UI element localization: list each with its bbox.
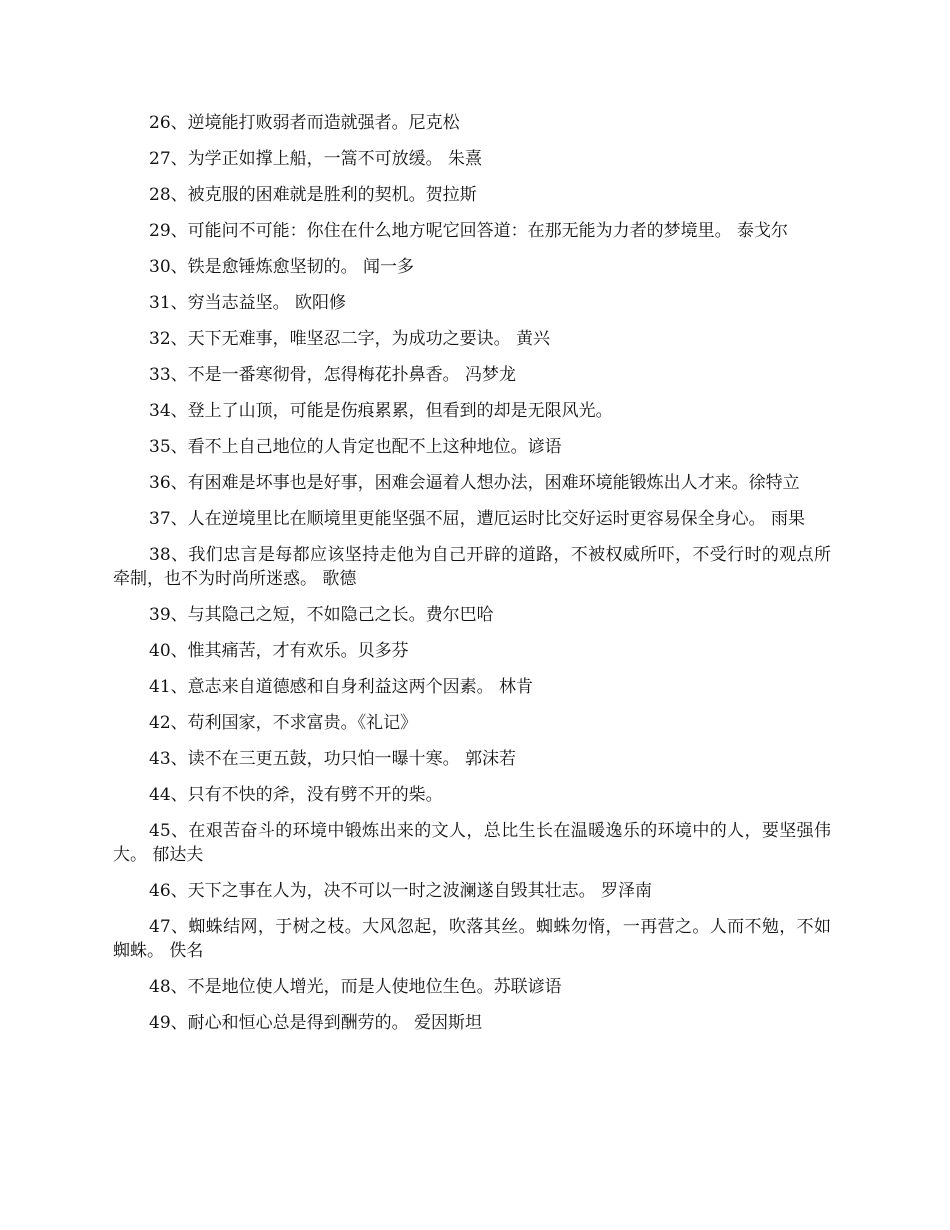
quote-48: 48、不是地位使人增光，而是人使地位生色。苏联谚语: [149, 977, 562, 997]
quote-28: 28、被克服的困难就是胜利的契机。贺拉斯: [149, 185, 477, 205]
quote-37: 37、人在逆境里比在顺境里更能坚强不屈，遭厄运时比交好运时更容易保全身心。 雨果: [149, 509, 806, 529]
quote-32: 32、天下无难事，唯坚忍二字，为成功之要诀。 黄兴: [149, 329, 551, 349]
quote-26: 26、逆境能打败弱者而造就强者。尼克松: [149, 113, 460, 133]
quote-44: 44、只有不快的斧，没有劈不开的柴。: [149, 785, 443, 805]
quote-27: 27、为学正如撑上船，一篙不可放缓。 朱熹: [149, 149, 483, 169]
quote-45: 45、在艰苦奋斗的环境中锻炼出来的文人，总比生长在温暖逸乐的环境中的人，要坚强伟大。 郁达夫: [113, 821, 831, 865]
quote-34: 34、登上了山顶，可能是伤痕累累，但看到的却是无限风光。: [149, 401, 613, 421]
quote-33: 33、不是一番寒彻骨，怎得梅花扑鼻香。 冯梦龙: [149, 365, 517, 385]
quote-list: [113, 111, 831, 1047]
quote-46: 46、天下之事在人为，决不可以一时之波澜遂自毁其壮志。 罗泽南: [149, 881, 653, 901]
quote-39: 39、与其隐己之短，不如隐己之长。费尔巴哈: [149, 605, 494, 625]
quote-43: 43、读不在三更五鼓，功只怕一曝十寒。 郭沫若: [149, 749, 517, 769]
quote-42: 42、苟利国家，不求富贵。《礼记》: [149, 713, 418, 733]
quote-41: 41、意志来自道德感和自身利益这两个因素。 林肯: [149, 677, 534, 697]
quote-35: 35、看不上自己地位的人肯定也配不上这种地位。谚语: [149, 437, 562, 457]
quote-47: 47、蜘蛛结网，于树之枝。大风忽起，吹落其丝。蜘蛛勿惰，一再营之。人而不勉，不如蜘蛛。 佚名: [113, 917, 831, 961]
quote-29: 29、可能问不可能：你住在什么地方呢它回答道：在那无能为力者的梦境里。 泰戈尔: [149, 221, 789, 241]
quote-38: 38、我们忠言是每都应该坚持走他为自己开辟的道路，不被权威所吓，不受行时的观点所牵制，也不为时尚所迷惑。 歌德: [113, 545, 831, 589]
quote-40: 40、惟其痛苦，才有欢乐。贝多芬: [149, 641, 409, 661]
quote-49: 49、耐心和恒心总是得到酬劳的。 爱因斯坦: [149, 1013, 483, 1033]
quote-30: 30、铁是愈锤炼愈坚韧的。 闻一多: [149, 257, 415, 277]
quote-36: 36、有困难是坏事也是好事，困难会逼着人想办法，困难环境能锻炼出人才来。徐特立: [149, 473, 800, 493]
quote-31: 31、穷当志益坚。 欧阳修: [149, 293, 347, 313]
